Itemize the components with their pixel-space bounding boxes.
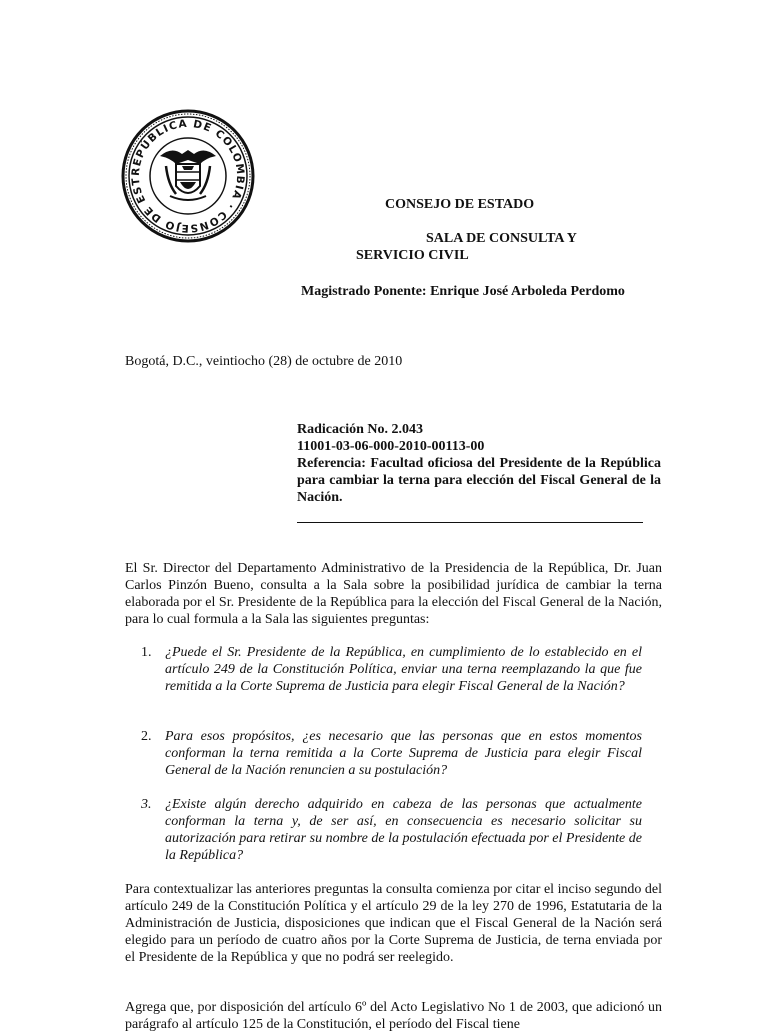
question-text: ¿Existe algún derecho adquirido en cabeza de las personas que actualmente conforman la terna y, de ser así, en consecuencia es necesario solicitar su autorización para retirar su nombre de la postulación efectuada por el Presidente de la República? — [165, 797, 642, 863]
seal-icon — [120, 104, 256, 248]
file-number: 11001-03-06-000-2010-00113-00 — [297, 439, 485, 454]
divider-rule — [297, 522, 643, 523]
chamber-title-line1: SALA DE CONSULTA Y — [426, 231, 577, 246]
chamber-title-line2: SERVICIO CIVIL — [356, 248, 469, 263]
question-text: ¿Puede el Sr. Presidente de la República, en cumplimiento de lo establecido en el artículo 249 de la Constitución Política, enviar una terna reemplazando la que fue remitida a la Corte Suprema de Justicia para elegir Fiscal General de la Nación? — [165, 645, 642, 694]
question-number: 3. — [141, 797, 152, 812]
question-item — [141, 644, 642, 695]
question-item — [141, 796, 642, 864]
institution-title: CONSEJO DE ESTADO — [385, 197, 535, 212]
question-number: 1. — [141, 645, 152, 660]
reference-block — [297, 421, 661, 506]
reference-subject: Referencia: Facultad oficiosa del Presidente de la República para cambiar la terna para elección del Fiscal General de la Nación. — [297, 456, 661, 505]
question-text: Para esos propósitos, ¿es necesario que las personas que en estos momentos conforman la terna remitida a la Corte Suprema de Justicia para elegir Fiscal General de la Nación renuncien a su postulación? — [165, 729, 642, 778]
seal-image — [120, 104, 256, 248]
magistrate-line: Magistrado Ponente: Enrique José Arboleda Perdomo — [301, 284, 625, 299]
dateline: Bogotá, D.C., veintiocho (28) de octubre de 2010 — [125, 354, 403, 369]
radicacion-number: Radicación No. 2.043 — [297, 422, 423, 437]
svg-text:REPÚBLICA DE COLOMBIA · CONSEJ: REPÚBLICA DE COLOMBIA · CONSEJO DE EST — [129, 117, 247, 235]
intro-paragraph: El Sr. Director del Departamento Administrativo de la Presidencia de la República, Dr. Juan Carlos Pinzón Bueno, consulta a la Sala sobre la posibilidad jurídica de cambiar la terna elaborada por el Sr. Presidente de la República para la elección del Fiscal General de la Nación, para lo cual formula a la Sala las siguientes preguntas: — [125, 561, 662, 627]
continuation-paragraph: Agrega que, por disposición del artículo 6º del Acto Legislativo No 1 de 2003, que adicionó un parágrafo al artículo 125 de la Constitución, el período del Fiscal tiene — [125, 1000, 662, 1032]
question-item — [141, 728, 642, 779]
context-paragraph: Para contextualizar las anteriores preguntas la consulta comienza por citar el inciso segundo del artículo 249 de la Constitución Política y el artículo 29 de la ley 270 de 1996, Estatutaria de la Administración de Justicia, disposiciones que indican que el Fiscal General de la Nación será elegido para un período de cuatro años por la Corte Suprema de Justicia, de terna enviada por el Presidente de la República y que no podrá ser reelegido. — [125, 882, 662, 965]
question-number: 2. — [141, 729, 152, 744]
